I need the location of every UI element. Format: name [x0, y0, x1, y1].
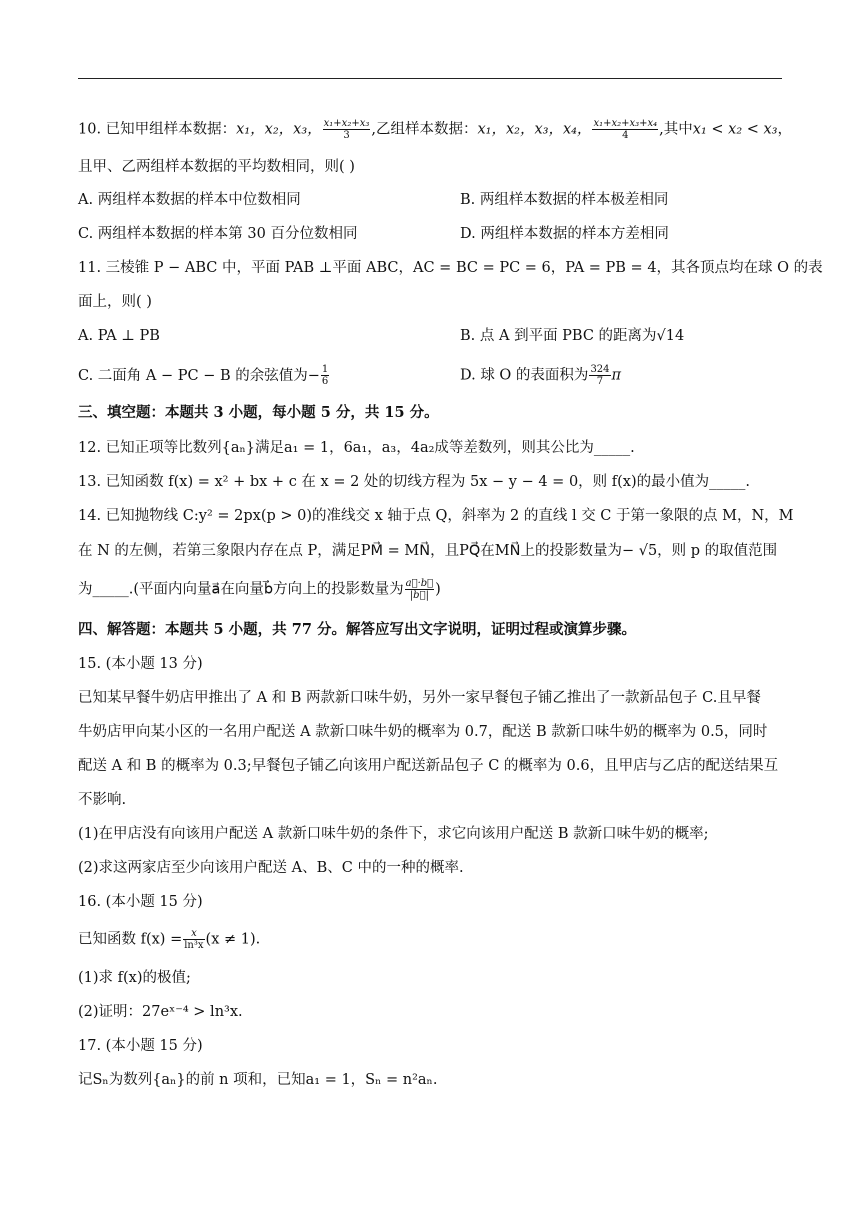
q11-option-b: B. 点 A 到平面 PBC 的距离为√14 — [460, 328, 685, 344]
q15-subquestion-2: (2)求这两家店至少向该用户配送 A、B、C 中的一种的概率. — [78, 860, 464, 876]
q11-options-row1 — [78, 326, 685, 346]
section-solution-heading: 四、解答题：本题共 5 小题，共 77 分。解答应写出文字说明，证明过程或演算步骤。 — [78, 621, 636, 638]
q13-text: 13. 已知函数 f(x) = x² + bx + c 在 x = 2 处的切线方程为 5x − y − 4 = 0，则 f(x)的最小值为_____. — [78, 474, 750, 490]
q15-para-line4: 不影响. — [78, 792, 127, 808]
q10-option-d: D. 两组样本数据的样本方差相同 — [460, 226, 669, 242]
q15-para-line2: 牛奶店甲向某小区的一名用户配送 A 款新口味牛奶的概率为 0.7，配送 B 款新口味牛奶的概率为 0.5，同时 — [78, 724, 768, 740]
section-fill-in-heading: 三、填空题：本题共 3 小题，每小题 5 分，共 15 分。 — [78, 404, 439, 421]
q16-function-fraction: $\frac{x}{\text{ln³x}}$ — [184, 928, 204, 951]
q15-heading: 15. (本小题 13 分) — [78, 656, 203, 672]
q11-stem: 11. 三棱锥 P − ABC 中，平面 PAB ⊥平面 ABC，AC = BC = PC = 6，PA = PB = 4，其各顶点均在球 O 的表 — [78, 260, 823, 276]
q10-mean-fraction-a: $\frac{\text{x₁+x₂+x₃}}{3}$ — [323, 118, 370, 141]
q17-heading: 17. (本小题 15 分) — [78, 1038, 203, 1054]
q14-projection-fraction: $\frac{a⃗\cdot b⃗}{|b⃗|}$ — [405, 578, 434, 601]
q11-stem-line2: 面上，则( ) — [78, 294, 152, 310]
q10-stem: 10. 已知甲组样本数据：x₁，x₂，x₃， $\frac{\text{x₁+x₂+x₃}}{3}$ ,乙组样本数据：x₁，x₂，x₃，x₄， $\frac{\text{x₁+x₂+x₃+x₄}}{4}$ ,其中x₁ < x₂ < x₃， — [78, 118, 792, 141]
q11-option-a: A. PA ⊥ PB — [78, 328, 160, 344]
q16-given: 已知函数 f(x) = $\frac{x}{\text{ln³x}}$ (x ≠ 1). — [78, 928, 261, 951]
q10-option-b: B. 两组样本数据的样本极差相同 — [460, 192, 669, 208]
q15-subquestion-1: (1)在甲店没有向该用户配送 A 款新口味牛奶的条件下，求它向该用户配送 B 款新口味牛奶的概率; — [78, 826, 709, 842]
q14-line3: 为_____.(平面内向量a⃗在向量b⃗方向上的投影数量为 $\frac{a⃗\cdot b⃗}{|b⃗|}$ ) — [78, 578, 441, 601]
q11-option-c: C. 二面角 A − PC − B 的余弦值为− $\frac{1}{6}$ — [78, 364, 329, 387]
q10-mean-fraction-b: $\frac{\text{x₁+x₂+x₃+x₄}}{4}$ — [593, 118, 658, 141]
q10-stem-line2: 且甲、乙两组样本数据的平均数相同，则( ) — [78, 159, 355, 175]
q10-options-row2 — [78, 224, 669, 244]
q16-subquestion-1: (1)求 f(x)的极值; — [78, 970, 191, 986]
q17-given: 记Sₙ为数列{aₙ}的前 n 项和，已知a₁ = 1，Sₙ = n²aₙ. — [78, 1072, 438, 1088]
q11-option-d: D. 球 O 的表面积为 $\frac{324}{7}$ π — [460, 364, 622, 387]
q10-option-a: A. 两组样本数据的样本中位数相同 — [78, 192, 301, 208]
q16-heading: 16. (本小题 15 分) — [78, 894, 203, 910]
q10-option-c: C. 两组样本数据的样本第 30 百分位数相同 — [78, 226, 358, 242]
q11-options-row2 — [78, 364, 622, 387]
q14-line2: 在 N 的左侧，若第三象限内存在点 P，满足PM⃗ = MN⃗，且PQ⃗在MN⃗上的投影数量为− √5，则 p 的取值范围 — [78, 543, 778, 559]
q15-para-line3: 配送 A 和 B 的概率为 0.3;早餐包子铺乙向该用户配送新品包子 C 的概率为 0.6，且甲店与乙店的配送结果互 — [78, 758, 779, 774]
header-rule — [78, 78, 782, 79]
q15-para-line1: 已知某早餐牛奶店甲推出了 A 和 B 两款新口味牛奶，另外一家早餐包子铺乙推出了一款新品包子 C.且早餐 — [78, 690, 761, 706]
q10-options-row1 — [78, 190, 669, 210]
q14-line1: 14. 已知抛物线 C:y² = 2px(p > 0)的准线交 x 轴于点 Q，斜率为 2 的直线 l 交 C 于第一象限的点 M，N，M — [78, 508, 794, 524]
q16-subquestion-2: (2)证明：27eˣ⁻⁴ > ln³x. — [78, 1004, 243, 1020]
q12-text: 12. 已知正项等比数列{aₙ}满足a₁ = 1，6a₁，a₃，4a₂成等差数列，则其公比为_____. — [78, 440, 635, 456]
